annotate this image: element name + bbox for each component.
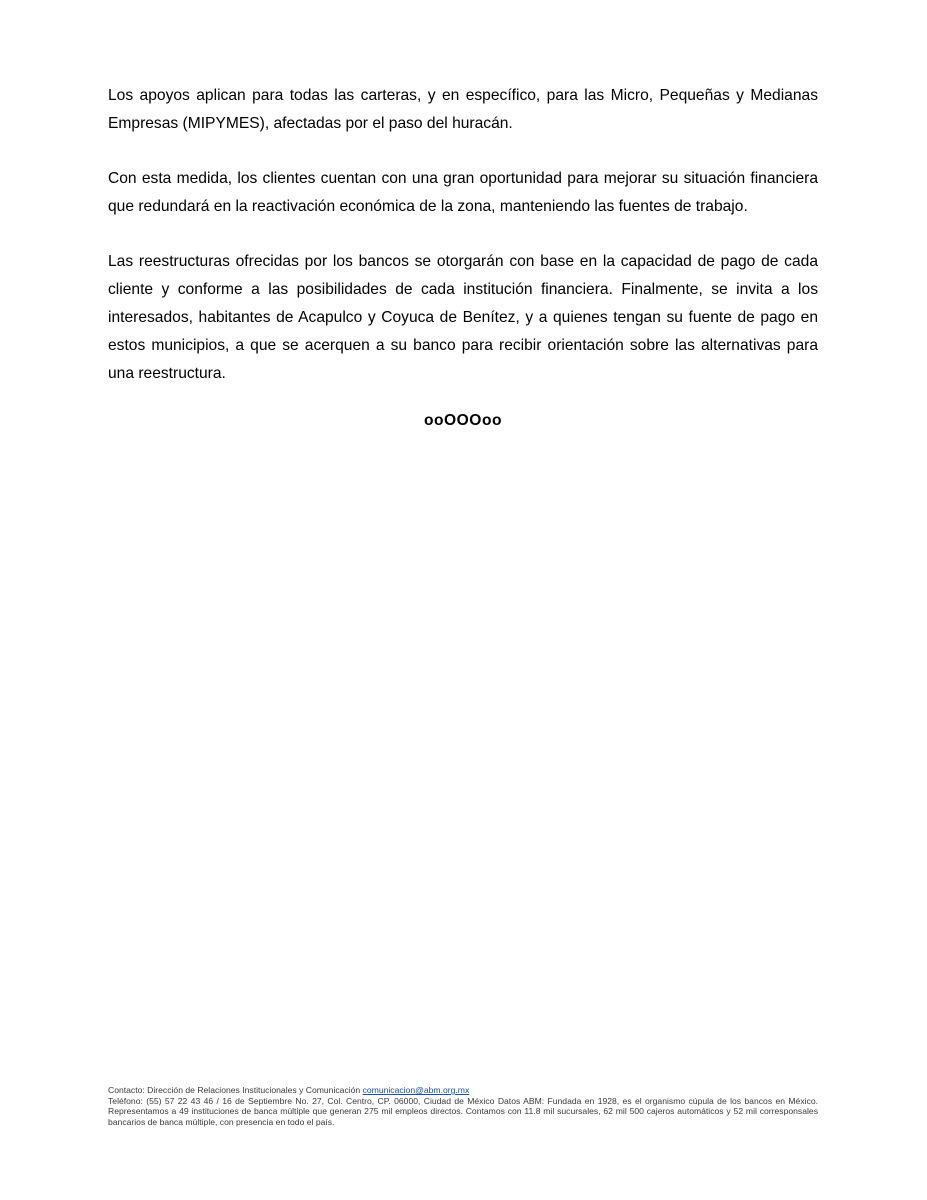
paragraph-client-opportunity: Con esta medida, los clientes cuentan con una gran oportunidad para mejorar su situación financiera que redundará en la reactivación económica de la zona, manteniendo las fuentes de trabajo. bbox=[108, 170, 818, 215]
footer-contact bbox=[108, 1085, 818, 1127]
paragraph-restructure-conditions: Las reestructuras ofrecidas por los bancos se otorgarán con base en la capacidad de pago de cada cliente y conforme a las posibilidades de cada institución financiera. Finalmente, se invita a los interesados, habitantes de Acapulco y Coyuca de Benítez, y a quienes tengan su fuente de pago en estos municipios, a que se acerquen a su banco para recibir orientación sobre las alternativas para una reestructura. bbox=[108, 253, 818, 382]
end-separator: ooOOOoo bbox=[424, 412, 502, 429]
footer-details: Teléfono: (55) 57 22 43 46 / 16 de Septiembre No. 27, Col. Centro, CP. 06000, Ciudad de México Datos ABM: Fundada en 1928, es el organismo cúpula de los bancos en México. Representamos a 49 instituciones de banca múltiple que generan 275 mil empleos directos. Contamos con 11.8 mil sucursales, 62 mil 500 cajeros automáticos y 52 mil corresponsales bancarios de banca múltiple, con presencia en todo el país. bbox=[108, 1095, 818, 1127]
footer-contact-label: Contacto: Dirección de Relaciones Institucionales y Comunicación bbox=[108, 1085, 363, 1095]
footer-email-link[interactable]: comunicacion@abm.org.mx bbox=[362, 1085, 470, 1095]
paragraph-mipymes-support: Los apoyos aplican para todas las carteras, y en específico, para las Micro, Pequeñas y Medianas Empresas (MIPYMES), afectadas por el paso del huracán. bbox=[108, 87, 818, 132]
